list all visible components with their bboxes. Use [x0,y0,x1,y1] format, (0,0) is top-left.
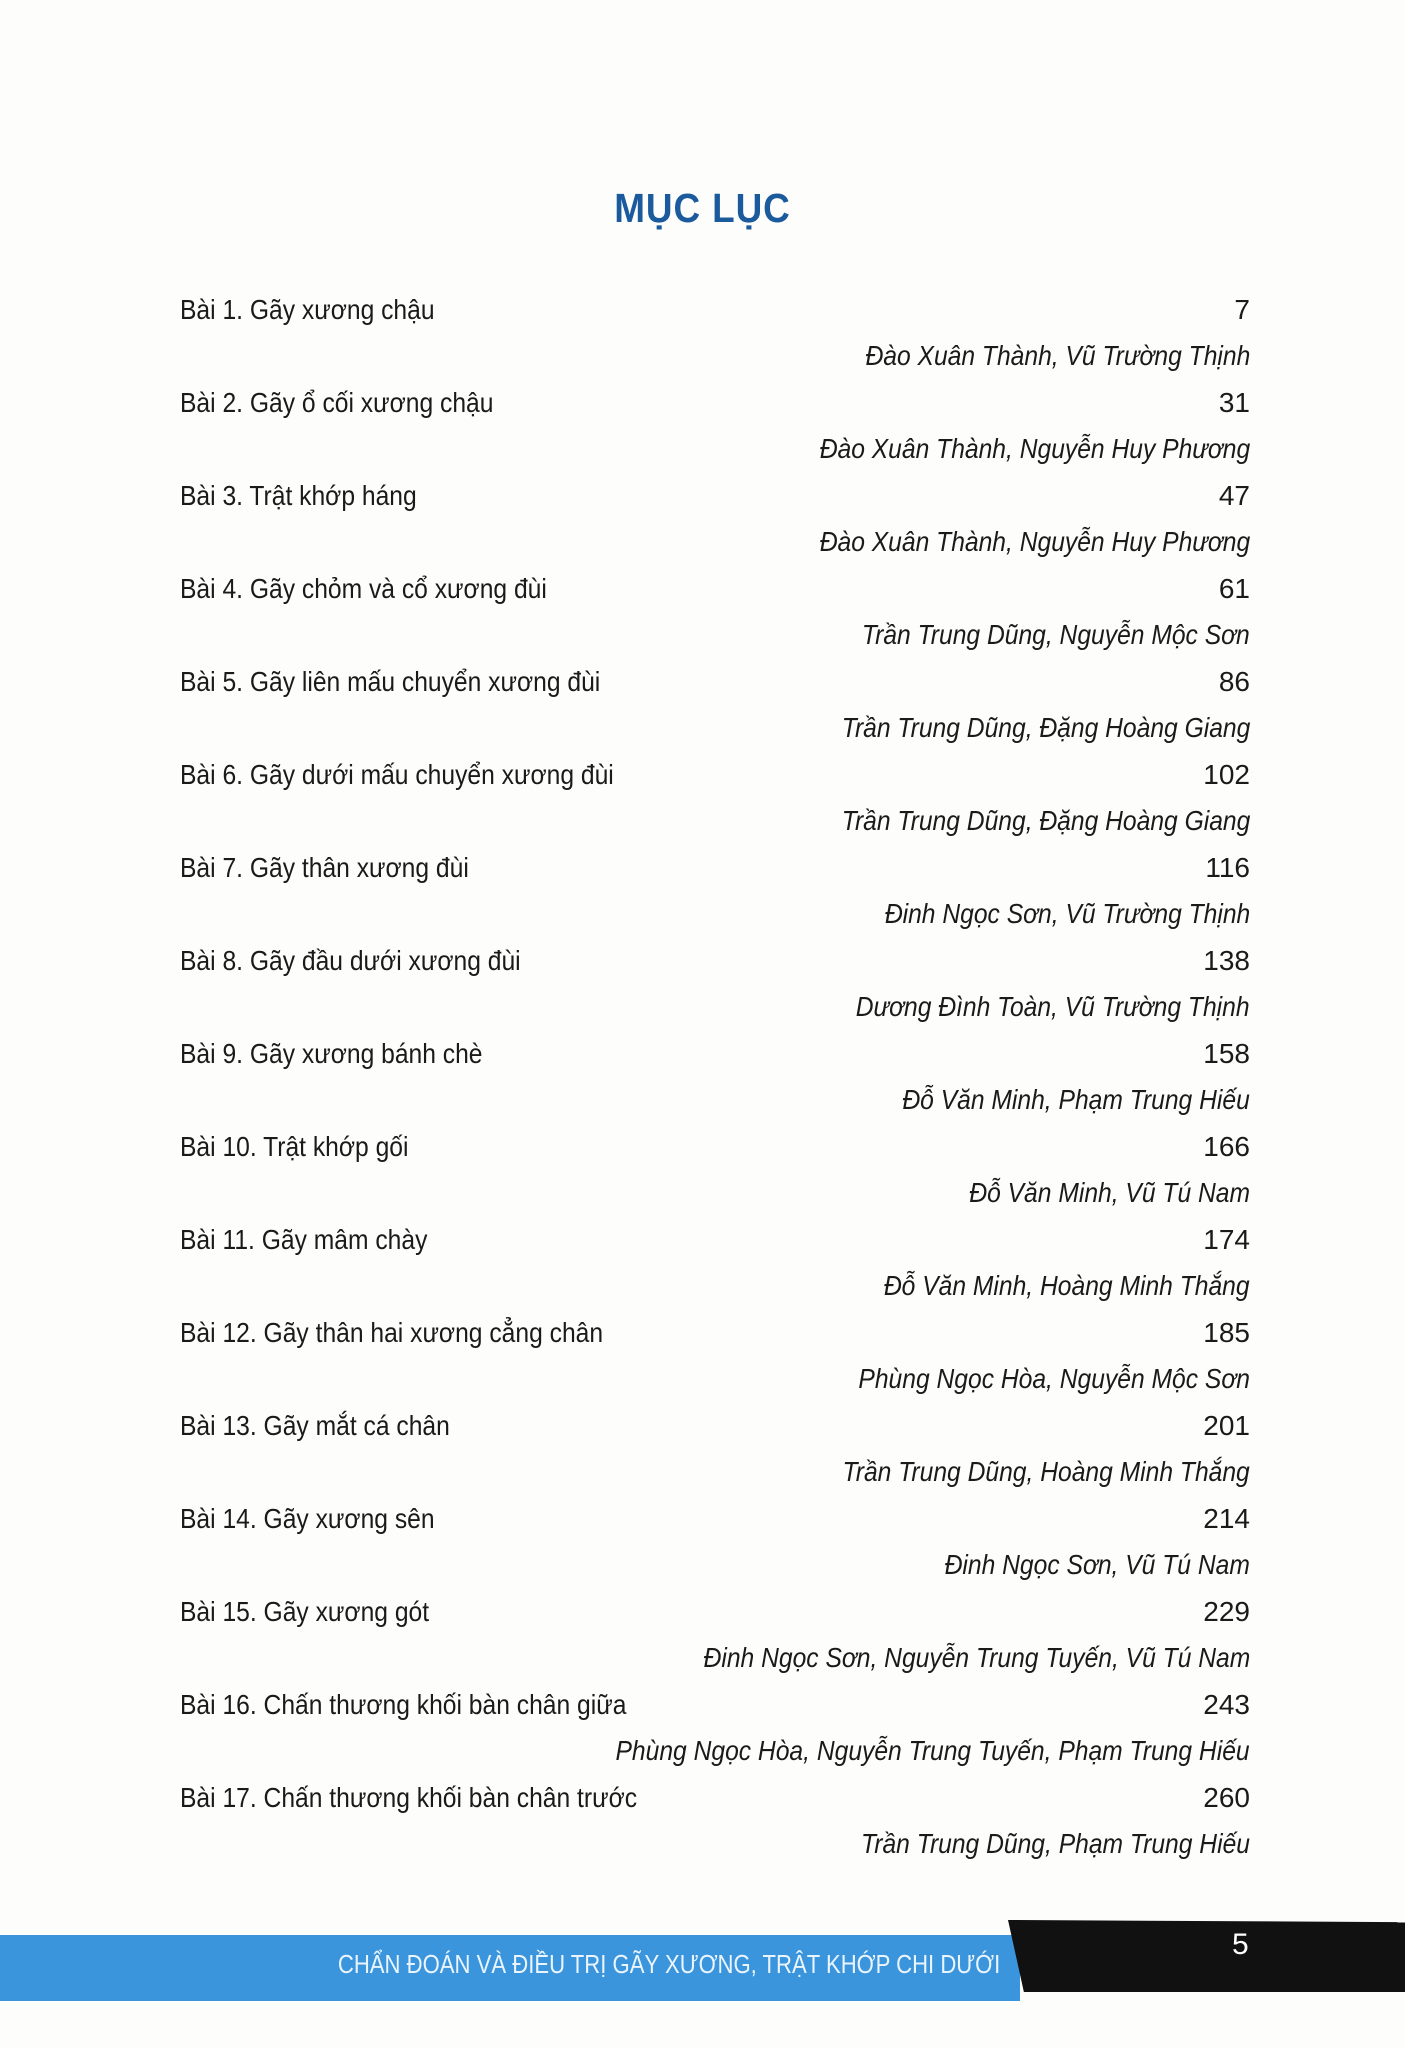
entry-page: 47 [1218,480,1250,511]
entry-authors: Trần Trung Dũng, Nguyễn Mộc Sơn [862,619,1250,650]
entry-page: 86 [1218,666,1250,697]
toc-entry [180,660,1250,753]
page-title: MỤC LỤC [614,185,791,231]
footer-band [0,1935,1020,2001]
toc-entry [180,1311,1250,1404]
entry-authors: Trần Trung Dũng, Phạm Trung Hiếu [861,1828,1250,1859]
entry-title: Bài 10. Trật khớp gối [180,1131,409,1162]
toc-entry [180,1776,1250,1869]
entry-page: 214 [1203,1503,1250,1534]
entry-page: 116 [1205,852,1250,883]
entry-page: 138 [1203,945,1250,976]
toc-entry [180,1032,1250,1125]
entry-authors: Trần Trung Dũng, Đặng Hoàng Giang [841,805,1250,836]
entry-title: Bài 16. Chấn thương khối bàn chân giữa [180,1689,627,1720]
entry-page: 166 [1203,1131,1250,1162]
entry-title: Bài 15. Gãy xương gót [180,1596,430,1627]
entry-title: Bài 17. Chấn thương khối bàn chân trước [180,1782,638,1813]
entry-page: 102 [1203,759,1250,790]
entry-title: Bài 11. Gãy mâm chày [180,1224,428,1255]
entry-page: 31 [1218,387,1250,418]
entry-authors: Trần Trung Dũng, Đặng Hoàng Giang [841,712,1250,743]
toc-entry [180,1218,1250,1311]
entry-title: Bài 4. Gãy chỏm và cổ xương đùi [180,573,547,604]
toc-entry [180,288,1250,381]
entry-page: 174 [1203,1224,1250,1255]
page-number-box [1008,1920,1405,1992]
page-number: 5 [1232,1928,1249,1961]
table-of-contents [180,288,1250,1869]
entry-title: Bài 12. Gãy thân hai xương cẳng chân [180,1317,604,1348]
entry-title: Bài 7. Gãy thân xương đùi [180,852,469,883]
entry-page: 229 [1203,1596,1250,1627]
entry-authors: Trần Trung Dũng, Hoàng Minh Thắng [842,1456,1250,1487]
entry-authors: Phùng Ngọc Hòa, Nguyễn Trung Tuyến, Phạm Trung Hiếu [615,1735,1250,1766]
toc-entry [180,753,1250,846]
book-title: CHẨN ĐOÁN VÀ ĐIỀU TRỊ GÃY XƯƠNG, TRẬT KHỚP CHI DƯỚI [337,1949,1000,1979]
entry-title: Bài 6. Gãy dưới mấu chuyển xương đùi [180,759,614,790]
toc-entry [180,1125,1250,1218]
entry-page: 201 [1203,1410,1250,1441]
toc-entry [180,1497,1250,1590]
entry-title: Bài 3. Trật khớp háng [180,480,417,511]
toc-entry [180,474,1250,567]
entry-title: Bài 1. Gãy xương chậu [180,294,435,325]
entry-title: Bài 8. Gãy đầu dưới xương đùi [180,945,521,976]
entry-page: 260 [1203,1782,1250,1813]
entry-title: Bài 9. Gãy xương bánh chè [180,1038,483,1069]
entry-page: 61 [1218,573,1250,604]
toc-entry [180,1683,1250,1776]
toc-entry [180,381,1250,474]
toc-entry [180,939,1250,1032]
entry-page: 158 [1203,1038,1250,1069]
entry-page: 243 [1203,1689,1250,1720]
entry-authors: Đỗ Văn Minh, Phạm Trung Hiếu [902,1084,1250,1115]
toc-entry [180,567,1250,660]
entry-authors: Đinh Ngọc Sơn, Vũ Trường Thịnh [884,898,1250,929]
entry-page: 7 [1234,294,1250,325]
entry-page: 185 [1203,1317,1250,1348]
entry-authors: Đào Xuân Thành, Nguyễn Huy Phương [819,526,1250,557]
entry-authors: Đinh Ngọc Sơn, Nguyễn Trung Tuyến, Vũ Tú Nam [703,1642,1250,1673]
toc-entry [180,1590,1250,1683]
entry-title: Bài 14. Gãy xương sên [180,1503,435,1534]
entry-authors: Đinh Ngọc Sơn, Vũ Tú Nam [944,1549,1250,1580]
entry-authors: Đào Xuân Thành, Nguyễn Huy Phương [819,433,1250,464]
entry-title: Bài 2. Gãy ổ cối xương chậu [180,387,494,418]
entry-authors: Dương Đình Toàn, Vũ Trường Thịnh [856,991,1250,1022]
entry-authors: Đào Xuân Thành, Vũ Trường Thịnh [865,340,1250,371]
entry-authors: Đỗ Văn Minh, Hoàng Minh Thắng [884,1270,1250,1301]
entry-title: Bài 13. Gãy mắt cá chân [180,1410,450,1441]
toc-entry [180,846,1250,939]
entry-title: Bài 5. Gãy liên mấu chuyển xương đùi [180,666,601,697]
toc-entry [180,1404,1250,1497]
entry-authors: Phùng Ngọc Hòa, Nguyễn Mộc Sơn [858,1363,1250,1394]
entry-authors: Đỗ Văn Minh, Vũ Tú Nam [969,1177,1250,1208]
